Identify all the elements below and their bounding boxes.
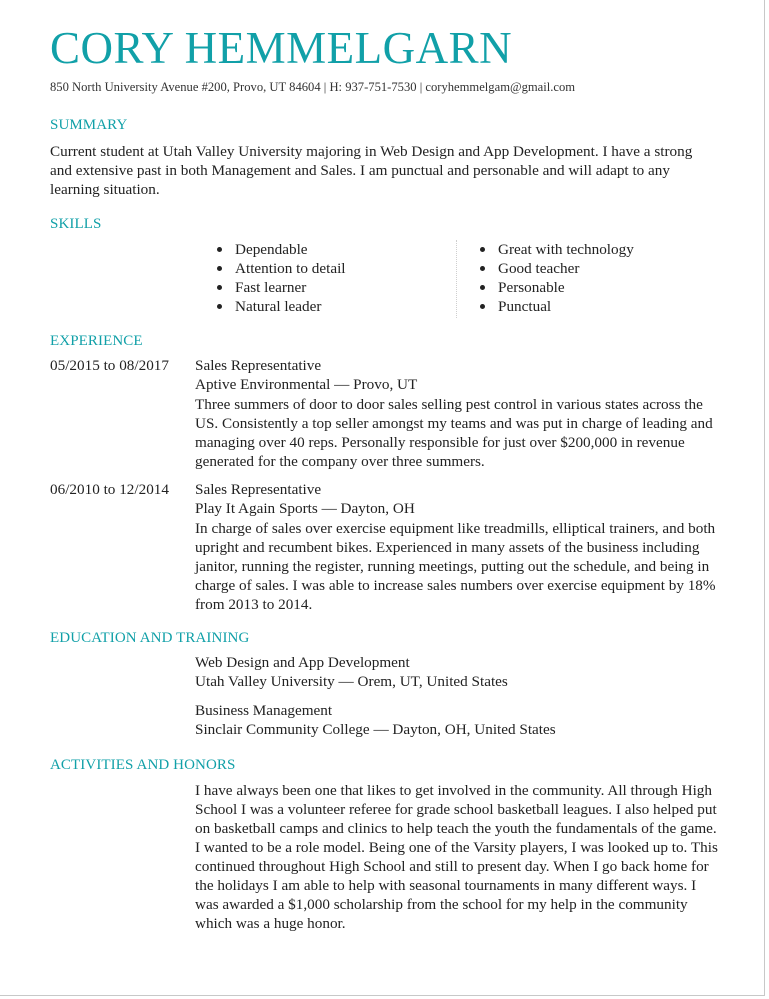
job-description: In charge of sales over exercise equipment like treadmills, elliptical trainers, and both upright and recumbent bikes. Experienced in many assets of the business including janitor, running the register, running meetings, putting out the schedule, and being in charge of sales. I was able to increase sales numbers over exercise equipment by 18% from 2013 to 2014. [195, 520, 716, 613]
education-school: Sinclair Community College — Dayton, OH, United States [195, 721, 556, 738]
bullet-icon [217, 247, 222, 252]
bullet-icon [480, 266, 485, 271]
skills-list-left [217, 240, 346, 316]
bullet-icon [217, 304, 222, 309]
activities-text: I have always been one that likes to get involved in the community. All through High School I was a volunteer referee for grade school basketball leagues. I also helped put on basketball camps and clinics to help teach the youth the fundamentals of the game. I wanted to be a role model. Being one of the Varsity players, I was looked up to. This continued throughout High School and still to present day. When I go back home for the holidays I am able to help with seasonal tournaments in many different ways. I was awarded a $1,000 scholarship from the school for my help in the community which was a huge honor. [195, 782, 718, 932]
bullet-icon [217, 266, 222, 271]
education-school: Utah Valley University — Orem, UT, United States [195, 673, 508, 690]
skill-item: Good teacher [480, 259, 634, 278]
job-dates: 05/2015 to 08/2017 [50, 357, 169, 374]
job-company: Play It Again Sports — Dayton, OH [195, 500, 415, 517]
experience-heading: EXPERIENCE [50, 333, 143, 349]
skill-item: Punctual [480, 297, 634, 316]
bullet-icon [217, 285, 222, 290]
skill-item: Personable [480, 278, 634, 297]
job-role: Sales Representative [195, 357, 322, 374]
activities-heading: ACTIVITIES AND HONORS [50, 757, 236, 773]
job-company: Aptive Environmental — Provo, UT [195, 376, 418, 393]
summary-text: Current student at Utah Valley University majoring in Web Design and App Development. I have a strong and extensive past in both Management and Sales. I am punctual and personable and will adapt to any learning situation. [50, 143, 693, 198]
contact-info: 850 North University Avenue #200, Provo, UT 84604 | H: 937-751-7530 | coryhemmelgam@gmail.com [50, 80, 576, 94]
education-program: Business Management [195, 702, 333, 719]
bullet-icon [480, 304, 485, 309]
candidate-name: CORY HEMMELGARN [50, 23, 513, 73]
summary-heading: SUMMARY [50, 117, 128, 133]
job-dates: 06/2010 to 12/2014 [50, 481, 169, 498]
education-program: Web Design and App Development [195, 654, 410, 671]
education-heading: EDUCATION AND TRAINING [50, 630, 250, 646]
skill-item: Fast learner [217, 278, 346, 297]
skill-item: Great with technology [480, 240, 634, 259]
bullet-icon [480, 247, 485, 252]
job-role: Sales Representative [195, 481, 322, 498]
skills-column-divider [456, 240, 457, 318]
job-description: Three summers of door to door sales selling pest control in various states across the US. Consistently a top seller amongst my teams and was put in charge of leading and managing over 40 reps. Personally responsible for just over $200,000 in revenue generated for the company over three summers. [195, 396, 713, 470]
skills-heading: SKILLS [50, 216, 102, 232]
skill-item: Dependable [217, 240, 346, 259]
bullet-icon [480, 285, 485, 290]
skills-list-right [480, 240, 634, 316]
skill-item: Attention to detail [217, 259, 346, 278]
skill-item: Natural leader [217, 297, 346, 316]
